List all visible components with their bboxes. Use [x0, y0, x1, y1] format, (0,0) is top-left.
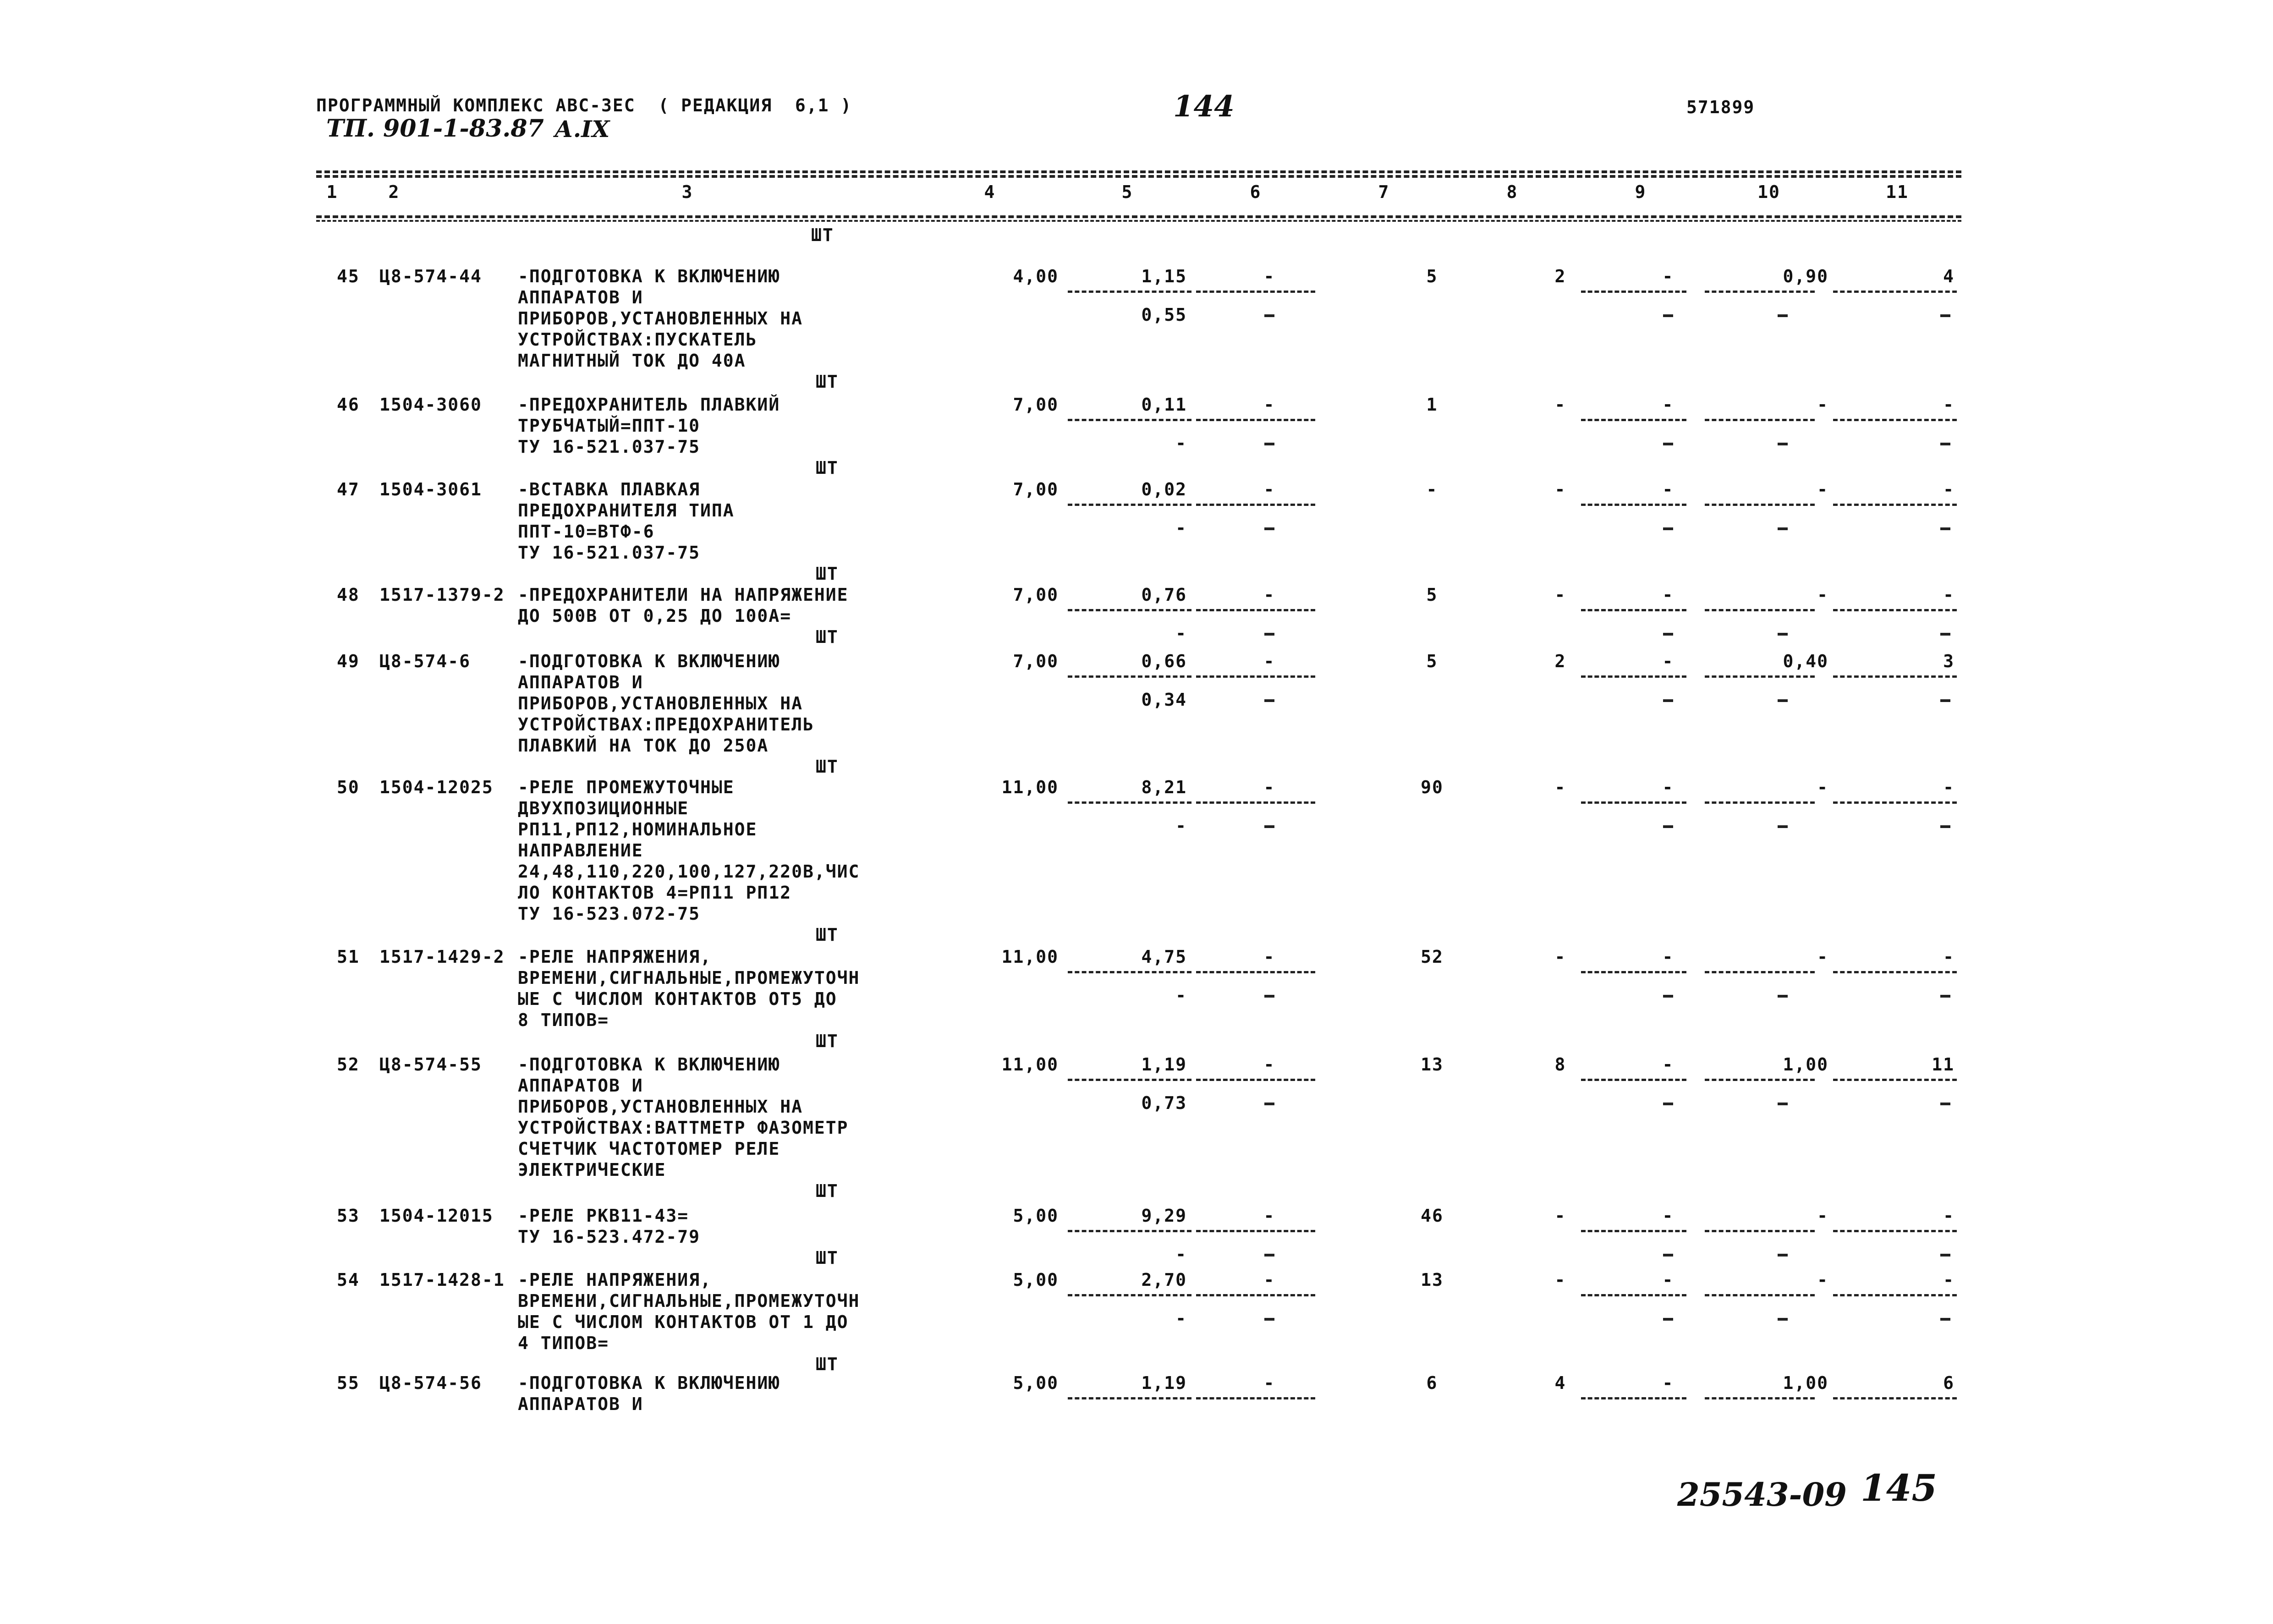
carry-over-unit: ШТ — [811, 225, 834, 245]
cell-col8: - — [1554, 479, 1566, 499]
col-header-2: 2 — [388, 182, 400, 202]
value-separator — [1833, 1230, 1957, 1232]
empty-cell-mark — [1663, 995, 1673, 998]
value-separator — [1705, 419, 1815, 421]
page-number: 144 — [1173, 89, 1235, 124]
cell-col7: 13 — [1421, 1054, 1444, 1075]
cell-col4: 5,00 — [1013, 1373, 1059, 1393]
col-header-3: 3 — [681, 182, 693, 202]
cell-col9: - — [1662, 585, 1674, 605]
row-code: Ц8-574-56 — [379, 1373, 482, 1393]
row-description-line: -РЕЛЕ НАПРЯЖЕНИЯ, — [518, 947, 712, 967]
cell-col5: 2,70 — [1141, 1270, 1187, 1290]
empty-cell-mark — [1264, 995, 1274, 998]
empty-cell-mark — [1663, 1318, 1673, 1321]
empty-cell-mark — [1264, 633, 1274, 636]
row-description-line: АППАРАТОВ И — [518, 1075, 643, 1096]
value-separator — [1196, 1397, 1315, 1399]
value-separator — [1581, 609, 1686, 611]
empty-cell-mark — [1264, 699, 1274, 702]
value-separator — [1068, 1230, 1191, 1232]
value-separator — [1196, 971, 1315, 973]
cell-col6: - — [1263, 777, 1275, 797]
cell-col6: - — [1263, 1054, 1275, 1075]
row-description-line: РП11,РП12,НОМИНАЛЬНОЕ — [518, 819, 758, 839]
cell-col6: - — [1263, 479, 1275, 499]
cell-col6: - — [1263, 1373, 1275, 1393]
empty-cell-mark — [1778, 1103, 1788, 1105]
album-number: А.IX — [555, 115, 610, 143]
cell-col4: 7,00 — [1013, 651, 1059, 671]
empty-cell-mark — [1778, 633, 1788, 636]
empty-cell-mark — [1264, 1103, 1274, 1105]
row-description-line: 24,48,110,220,100,127,220В,ЧИС — [518, 861, 860, 882]
cell-col9: - — [1662, 479, 1674, 499]
cell-col6: - — [1263, 947, 1275, 967]
cell-col11: - — [1943, 777, 1955, 797]
value-separator — [1833, 971, 1957, 973]
empty-cell-mark — [1778, 995, 1788, 998]
value-separator — [1833, 609, 1957, 611]
cell-col6: - — [1263, 266, 1275, 286]
value-separator — [1068, 1079, 1191, 1081]
value-separator — [1833, 291, 1957, 293]
empty-cell-mark — [1663, 527, 1673, 530]
empty-cell-mark — [1264, 1254, 1274, 1256]
row-description-line: ТУ 16-523.072-75 — [518, 904, 701, 924]
row-code: 1504-12025 — [379, 777, 494, 797]
empty-cell-mark — [1940, 443, 1950, 445]
value-separator — [1833, 1079, 1957, 1081]
row-number: 46 — [337, 395, 360, 415]
row-description-line: УСТРОЙСТВАХ:ВАТТМЕТР ФАЗОМЕТР — [518, 1118, 849, 1138]
row-unit: ШТ — [816, 1354, 839, 1374]
row-description-line: ЫЕ С ЧИСЛОМ КОНТАКТОВ ОТ5 ДО — [518, 989, 837, 1009]
empty-cell-mark — [1264, 1318, 1274, 1321]
row-description-line: -ПОДГОТОВКА К ВКЛЮЧЕНИЮ — [518, 1373, 780, 1393]
cell-col7: 1 — [1426, 395, 1438, 415]
col-header-6: 6 — [1250, 182, 1262, 202]
cell-col11: - — [1943, 1206, 1955, 1226]
cell-col4: 4,00 — [1013, 266, 1059, 286]
row-unit: ШТ — [816, 564, 839, 584]
row-description-line: 4 ТИПОВ= — [518, 1333, 609, 1353]
cell-col8: 2 — [1554, 651, 1566, 671]
empty-cell-mark — [1264, 825, 1274, 828]
empty-cell-mark — [1264, 527, 1274, 530]
cell-col8: - — [1554, 1206, 1566, 1226]
row-number: 49 — [337, 651, 360, 671]
value-separator — [1833, 504, 1957, 506]
row-number: 54 — [337, 1270, 360, 1290]
cell-col7: 6 — [1426, 1373, 1438, 1393]
value-separator — [1068, 1294, 1191, 1296]
value-separator — [1196, 675, 1315, 678]
col-header-9: 9 — [1635, 182, 1647, 202]
value-separator — [1833, 419, 1957, 421]
value-separator — [1196, 419, 1315, 421]
cell-col9: - — [1662, 1206, 1674, 1226]
cell-col5: 0,76 — [1141, 585, 1187, 605]
value-separator — [1705, 504, 1815, 506]
row-unit: ШТ — [816, 1248, 839, 1268]
row-description-line: ППТ-10=ВТФ-6 — [518, 521, 655, 542]
col-header-8: 8 — [1506, 182, 1518, 202]
row-code: 1517-1428-1 — [379, 1270, 505, 1290]
value-separator — [1581, 801, 1686, 804]
cell-col10: - — [1817, 947, 1828, 967]
cell-col7: 5 — [1426, 585, 1438, 605]
cell-col4: 11,00 — [1001, 1054, 1059, 1075]
row-description-line: ЫЕ С ЧИСЛОМ КОНТАКТОВ ОТ 1 ДО — [518, 1312, 849, 1332]
value-separator — [1705, 971, 1815, 973]
cell-col9: - — [1662, 395, 1674, 415]
inventory-number: 25543-09 — [1677, 1476, 1847, 1514]
row-description-line: СЧЕТЧИК ЧАСТОТОМЕР РЕЛЕ — [518, 1139, 780, 1159]
cell-col6: - — [1263, 585, 1275, 605]
row-description-line: ПРЕДОХРАНИТЕЛЯ ТИПА — [518, 500, 735, 521]
row-number: 53 — [337, 1206, 360, 1226]
row-description-line: АППАРАТОВ И — [518, 672, 643, 692]
empty-cell-mark — [1778, 314, 1788, 317]
row-description-line: АППАРАТОВ И — [518, 1394, 643, 1414]
empty-cell-mark — [1663, 699, 1673, 702]
value-separator — [1581, 291, 1686, 293]
cell-col9: - — [1662, 1373, 1674, 1393]
cell-col9: - — [1662, 1054, 1674, 1075]
row-number: 51 — [337, 947, 360, 967]
cell-col10: 1,00 — [1783, 1054, 1828, 1075]
value-separator — [1581, 419, 1686, 421]
row-description-line: ПРИБОРОВ,УСТАНОВЛЕННЫХ НА — [518, 308, 803, 329]
cell-col8: 8 — [1554, 1054, 1566, 1075]
row-code: 1504-3061 — [379, 479, 482, 499]
empty-cell-mark — [1940, 995, 1950, 998]
cell-col9: - — [1662, 947, 1674, 967]
row-unit: ШТ — [816, 372, 839, 392]
empty-cell-mark — [1663, 443, 1673, 445]
cell-col11: 4 — [1943, 266, 1955, 286]
sheet-number: 145 — [1861, 1466, 1937, 1509]
empty-cell-mark — [1663, 825, 1673, 828]
row-description-line: ВРЕМЕНИ,СИГНАЛЬНЫЕ,ПРОМЕЖУТОЧН — [518, 968, 860, 988]
row-unit: ШТ — [816, 627, 839, 647]
cell-col8: - — [1554, 947, 1566, 967]
row-code: 1517-1379-2 — [379, 585, 505, 605]
col-header-11: 11 — [1886, 182, 1909, 202]
value-separator — [1068, 675, 1191, 678]
value-separator — [1196, 1079, 1315, 1081]
cell-col11: 6 — [1943, 1373, 1955, 1393]
empty-cell-mark — [1940, 699, 1950, 702]
cell-col6: - — [1263, 651, 1275, 671]
value-separator — [1196, 801, 1315, 804]
value-separator — [1068, 504, 1191, 506]
empty-cell-mark — [1940, 1103, 1950, 1105]
row-description-line: НАПРАВЛЕНИЕ — [518, 840, 643, 861]
value-separator — [1068, 609, 1191, 611]
row-description-line: ТУ 16-521.037-75 — [518, 437, 701, 457]
cell-col4: 7,00 — [1013, 395, 1059, 415]
cell-col5-second: 0,34 — [1141, 690, 1187, 710]
cell-col10: - — [1817, 777, 1828, 797]
value-separator — [1833, 1397, 1957, 1399]
empty-cell-mark — [1940, 314, 1950, 317]
row-unit: ШТ — [816, 458, 839, 478]
empty-cell-mark — [1778, 699, 1788, 702]
cell-col7: 13 — [1421, 1270, 1444, 1290]
value-separator — [1705, 1230, 1815, 1232]
row-number: 45 — [337, 266, 360, 286]
value-separator — [1705, 1079, 1815, 1081]
empty-cell-mark — [1940, 633, 1950, 636]
row-description-line: ЭЛЕКТРИЧЕСКИЕ — [518, 1160, 666, 1180]
value-separator — [1705, 1397, 1815, 1399]
row-code: Ц8-574-6 — [379, 651, 471, 671]
row-description-line: -ПОДГОТОВКА К ВКЛЮЧЕНИЮ — [518, 651, 780, 671]
cell-col7: 90 — [1421, 777, 1444, 797]
row-description-line: ДО 500В ОТ 0,25 ДО 100А= — [518, 606, 792, 626]
cell-col8: - — [1554, 395, 1566, 415]
col-header-7: 7 — [1378, 182, 1390, 202]
cell-col9: - — [1662, 777, 1674, 797]
value-separator — [1833, 675, 1957, 678]
cell-col8: 2 — [1554, 266, 1566, 286]
col-header-4: 4 — [984, 182, 996, 202]
empty-cell-mark — [1940, 527, 1950, 530]
document-code: 571899 — [1686, 97, 1755, 117]
row-unit: ШТ — [816, 925, 839, 945]
row-description-line: 8 ТИПОВ= — [518, 1010, 609, 1030]
value-separator — [1581, 971, 1686, 973]
cell-col4: 7,00 — [1013, 479, 1059, 499]
cell-col5: 0,02 — [1141, 479, 1187, 499]
row-number: 48 — [337, 585, 360, 605]
cell-col6: - — [1263, 1270, 1275, 1290]
cell-col4: 11,00 — [1001, 777, 1059, 797]
row-code: Ц8-574-44 — [379, 266, 482, 286]
value-separator — [1581, 1294, 1686, 1296]
value-separator — [1196, 504, 1315, 506]
value-separator — [1581, 504, 1686, 506]
value-separator — [1705, 1294, 1815, 1296]
row-number: 52 — [337, 1054, 360, 1075]
cell-col5-second: - — [1175, 816, 1187, 836]
row-number: 50 — [337, 777, 360, 797]
row-description-line: ЛО КОНТАКТОВ 4=РП11 РП12 — [518, 883, 792, 903]
value-separator — [1581, 1397, 1686, 1399]
cell-col4: 5,00 — [1013, 1270, 1059, 1290]
value-separator — [1833, 801, 1957, 804]
empty-cell-mark — [1264, 443, 1274, 445]
cell-col7: 5 — [1426, 651, 1438, 671]
row-description-line: -РЕЛЕ РКВ11-43= — [518, 1206, 689, 1226]
value-separator — [1068, 291, 1191, 293]
empty-cell-mark — [1663, 314, 1673, 317]
cell-col5-second: - — [1175, 985, 1187, 1005]
program-title: ПРОГРАММНЫЙ КОМПЛЕКС АВС-ЗЕС ( РЕДАКЦИЯ 6,1 ) — [316, 95, 852, 115]
row-description-line: ПЛАВКИЙ НА ТОК ДО 250А — [518, 735, 769, 756]
row-unit: ШТ — [816, 757, 839, 777]
row-unit: ШТ — [816, 1031, 839, 1051]
col-header-5: 5 — [1121, 182, 1133, 202]
cell-col5-second: - — [1175, 1308, 1187, 1328]
cell-col9: - — [1662, 651, 1674, 671]
row-description-line: ПРИБОРОВ,УСТАНОВЛЕННЫХ НА — [518, 1097, 803, 1117]
value-separator — [1196, 1294, 1315, 1296]
row-unit: ШТ — [816, 1181, 839, 1201]
value-separator — [1196, 609, 1315, 611]
row-description-line: -ПРЕДОХРАНИТЕЛИ НА НАПРЯЖЕНИЕ — [518, 585, 849, 605]
row-code: 1517-1429-2 — [379, 947, 505, 967]
value-separator — [1068, 801, 1191, 804]
cell-col4: 5,00 — [1013, 1206, 1059, 1226]
empty-cell-mark — [1940, 1254, 1950, 1256]
row-description-line: -ПОДГОТОВКА К ВКЛЮЧЕНИЮ — [518, 1054, 780, 1075]
cell-col8: - — [1554, 1270, 1566, 1290]
value-separator — [1581, 1230, 1686, 1232]
cell-col5-second: - — [1175, 623, 1187, 643]
row-description-line: АППАРАТОВ И — [518, 287, 643, 307]
row-description-line: ТРУБЧАТЫЙ=ППТ-10 — [518, 416, 701, 436]
row-description-line: ВРЕМЕНИ,СИГНАЛЬНЫЕ,ПРОМЕЖУТОЧН — [518, 1291, 860, 1311]
col-header-1: 1 — [326, 182, 338, 202]
value-separator — [1705, 675, 1815, 678]
cell-col8: - — [1554, 777, 1566, 797]
cell-col11: - — [1943, 479, 1955, 499]
empty-cell-mark — [1264, 314, 1274, 317]
cell-col7: 5 — [1426, 266, 1438, 286]
cell-col5-second: - — [1175, 433, 1187, 453]
empty-cell-mark — [1778, 825, 1788, 828]
row-description-line: ТУ 16-521.037-75 — [518, 543, 701, 563]
empty-cell-mark — [1663, 1103, 1673, 1105]
cell-col10: 1,00 — [1783, 1373, 1828, 1393]
row-description-line: МАГНИТНЫЙ ТОК ДО 40А — [518, 351, 746, 371]
empty-cell-mark — [1778, 527, 1788, 530]
cell-col4: 11,00 — [1001, 947, 1059, 967]
empty-cell-mark — [1778, 1254, 1788, 1256]
cell-col11: - — [1943, 395, 1955, 415]
cell-col9: - — [1662, 266, 1674, 286]
cell-col6: - — [1263, 395, 1275, 415]
cell-col5: 0,66 — [1141, 651, 1187, 671]
value-separator — [1833, 1294, 1957, 1296]
row-description-line: ДВУХПОЗИЦИОННЫЕ — [518, 798, 689, 818]
cell-col8: 4 — [1554, 1373, 1566, 1393]
cell-col10: 0,90 — [1783, 266, 1828, 286]
empty-cell-mark — [1940, 1318, 1950, 1321]
cell-col11: - — [1943, 947, 1955, 967]
value-separator — [1705, 609, 1815, 611]
row-description-line: -РЕЛЕ ПРОМЕЖУТОЧНЫЕ — [518, 777, 735, 797]
cell-col5: 9,29 — [1141, 1206, 1187, 1226]
value-separator — [1068, 971, 1191, 973]
cell-col10: - — [1817, 1206, 1828, 1226]
cell-col11: - — [1943, 585, 1955, 605]
cell-col5-second: - — [1175, 1244, 1187, 1264]
empty-cell-mark — [1940, 825, 1950, 828]
value-separator — [1196, 291, 1315, 293]
row-description-line: -ВСТАВКА ПЛАВКАЯ — [518, 479, 701, 499]
row-code: Ц8-574-55 — [379, 1054, 482, 1075]
row-description-line: -РЕЛЕ НАПРЯЖЕНИЯ, — [518, 1270, 712, 1290]
row-code: 1504-12015 — [379, 1206, 494, 1226]
cell-col5: 0,11 — [1141, 395, 1187, 415]
row-number: 47 — [337, 479, 360, 499]
cell-col10: - — [1817, 1270, 1828, 1290]
row-number: 55 — [337, 1373, 360, 1393]
cell-col9: - — [1662, 1270, 1674, 1290]
empty-cell-mark — [1663, 633, 1673, 636]
value-separator — [1705, 291, 1815, 293]
cell-col10: 0,40 — [1783, 651, 1828, 671]
cell-col10: - — [1817, 395, 1828, 415]
value-separator — [1068, 419, 1191, 421]
cell-col11: 3 — [1943, 651, 1955, 671]
cell-col11: 11 — [1932, 1054, 1955, 1075]
cell-col6: - — [1263, 1206, 1275, 1226]
doc-reference: ТП. 901-1-83.87 — [326, 115, 544, 143]
cell-col5-second: - — [1175, 518, 1187, 538]
row-description-line: -ПОДГОТОВКА К ВКЛЮЧЕНИЮ — [518, 266, 780, 286]
cell-col5: 1,15 — [1141, 266, 1187, 286]
col-header-10: 10 — [1757, 182, 1780, 202]
cell-col8: - — [1554, 585, 1566, 605]
row-description-line: УСТРОЙСТВАХ:ПУСКАТЕЛЬ — [518, 329, 758, 350]
empty-cell-mark — [1663, 1254, 1673, 1256]
cell-col10: - — [1817, 479, 1828, 499]
cell-col11: - — [1943, 1270, 1955, 1290]
cell-col5: 1,19 — [1141, 1054, 1187, 1075]
value-separator — [1705, 801, 1815, 804]
row-code: 1504-3060 — [379, 395, 482, 415]
cell-col5-second: 0,73 — [1141, 1093, 1187, 1113]
value-separator — [1581, 675, 1686, 678]
cell-col4: 7,00 — [1013, 585, 1059, 605]
row-description-line: ТУ 16-523.472-79 — [518, 1227, 701, 1247]
cell-col5: 4,75 — [1141, 947, 1187, 967]
cell-col5-second: 0,55 — [1141, 305, 1187, 325]
value-separator — [1581, 1079, 1686, 1081]
cell-col7: - — [1426, 479, 1438, 499]
row-description-line: ПРИБОРОВ,УСТАНОВЛЕННЫХ НА — [518, 693, 803, 713]
value-separator — [1068, 1397, 1191, 1399]
empty-cell-mark — [1778, 1318, 1788, 1321]
row-description-line: УСТРОЙСТВАХ:ПРЕДОХРАНИТЕЛЬ — [518, 714, 814, 735]
cell-col7: 46 — [1421, 1206, 1444, 1226]
cell-col7: 52 — [1421, 947, 1444, 967]
row-description-line: -ПРЕДОХРАНИТЕЛЬ ПЛАВКИЙ — [518, 395, 780, 415]
empty-cell-mark — [1778, 443, 1788, 445]
cell-col5: 1,19 — [1141, 1373, 1187, 1393]
value-separator — [1196, 1230, 1315, 1232]
cell-col5: 8,21 — [1141, 777, 1187, 797]
cell-col10: - — [1817, 585, 1828, 605]
